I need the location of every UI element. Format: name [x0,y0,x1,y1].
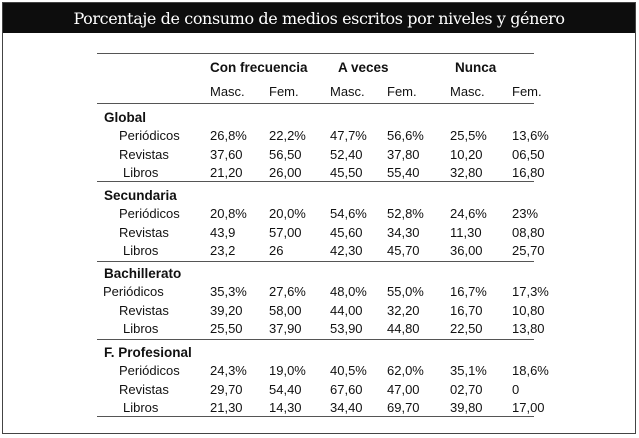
table-cell: 52,8% [387,206,424,221]
section-rule [97,181,534,182]
table-cell: 22,2% [269,128,306,143]
table-cell: 11,30 [450,225,482,240]
table-cell: 42,30 [330,243,363,258]
table-cell: 40,5% [330,363,367,378]
table-cell: 14,30 [269,400,302,415]
column-subheader: Fem. [269,84,299,99]
table-cell: 23% [512,206,539,221]
table-cell: 25,5% [450,128,487,143]
table-cell: 29,70 [210,382,243,397]
table-cell: 16,7% [450,284,487,299]
title-bar [3,3,635,33]
table-cell: 39,80 [450,400,483,415]
table-cell: 47,00 [387,382,420,397]
table-cell: 48,0% [330,284,367,299]
column-subheader: Masc. [210,84,245,99]
column-group-header: Nunca [455,60,497,75]
table-cell: 67,60 [330,382,363,397]
column-subheader: Fem. [387,84,417,99]
table-cell: 26,00 [269,165,302,180]
table-cell: 20,0% [269,206,306,221]
table-cell: 57,00 [269,225,302,240]
table-cell: 25,70 [512,243,545,258]
table-cell: 22,50 [450,321,483,336]
row-label: Libros [123,400,159,415]
row-label: Periódicos [119,363,180,378]
section-label: Bachillerato [104,266,182,281]
table-cell: 10,20 [450,147,483,162]
table-cell: 08,80 [512,225,545,240]
table-top-rule [97,53,534,54]
table-cell: 35,1% [450,363,487,378]
row-label: Periódicos [119,206,180,221]
column-group-header: Con frecuencia [210,60,308,75]
table-cell: 13,6% [512,128,549,143]
table-cell: 39,20 [210,303,243,318]
table-cell: 69,70 [387,400,420,415]
table-cell: 34,40 [330,400,363,415]
table-cell: 20,8% [210,206,247,221]
section-label: F. Profesional [104,345,192,360]
table-cell: 24,3% [210,363,247,378]
table-title: Porcentaje de consumo de medios escritos por niveles y género [73,8,565,28]
table-bottom-rule [97,416,534,417]
table-cell: 53,90 [330,321,363,336]
table-cell: 45,70 [387,243,420,258]
column-subheader: Masc. [450,84,485,99]
table-cell: 54,6% [330,206,367,221]
table-cell: 17,3% [512,284,549,299]
header-bottom-rule [97,103,534,104]
table-cell: 18,6% [512,363,549,378]
table-cell: 56,50 [269,147,302,162]
table-cell: 45,60 [330,225,363,240]
table-cell: 25,50 [210,321,243,336]
row-label: Periódicos [119,128,180,143]
table-cell: 52,40 [330,147,363,162]
section-rule [97,261,534,262]
table-cell: 36,00 [450,243,483,258]
table-frame [2,2,636,434]
table-cell: 44,00 [330,303,363,318]
section-label: Secundaria [104,188,177,203]
table-cell: 10,80 [512,303,545,318]
column-subheader: Masc. [330,84,365,99]
table-cell: 37,60 [210,147,243,162]
table-cell: 26,8% [210,128,247,143]
table-cell: 23,2 [210,243,236,258]
table-cell: 19,0% [269,363,306,378]
table-cell: 02,70 [450,382,483,397]
table-cell: 34,30 [387,225,420,240]
row-label: Libros [123,321,159,336]
table-cell: 27,6% [269,284,306,299]
table-cell: 17,00 [512,400,545,415]
row-label: Revistas [119,382,169,397]
table-cell: 58,00 [269,303,302,318]
row-label: Libros [123,165,159,180]
row-label: Libros [123,243,159,258]
table-cell: 62,0% [387,363,424,378]
table-cell: 44,80 [387,321,420,336]
row-label: Revistas [119,303,169,318]
table-cell: 37,80 [387,147,420,162]
section-label: Global [104,110,147,125]
table-cell: 0 [512,382,520,397]
table-cell: 16,80 [512,165,545,180]
table-cell: 06,50 [512,147,545,162]
table-cell: 32,20 [387,303,420,318]
table-cell: 55,0% [387,284,424,299]
table-cell: 21,30 [210,400,243,415]
table-cell: 54,40 [269,382,302,397]
table-cell: 16,70 [450,303,483,318]
row-label: Revistas [119,225,169,240]
table-cell: 47,7% [330,128,367,143]
table-cell: 24,6% [450,206,487,221]
table-cell: 56,6% [387,128,424,143]
table-cell: 26 [269,243,284,258]
table-cell: 32,80 [450,165,483,180]
table-cell: 55,40 [387,165,420,180]
table-cell: 43,9 [210,225,236,240]
table-cell: 45,50 [330,165,363,180]
table-cell: 35,3% [210,284,247,299]
table-cell: 21,20 [210,165,243,180]
row-label: Revistas [119,147,169,162]
section-rule [97,339,534,340]
row-label: Periódicos [103,284,164,299]
table-cell: 37,90 [269,321,302,336]
column-subheader: Fem. [512,84,542,99]
table-cell: 13,80 [512,321,545,336]
column-group-header: A veces [338,60,389,75]
